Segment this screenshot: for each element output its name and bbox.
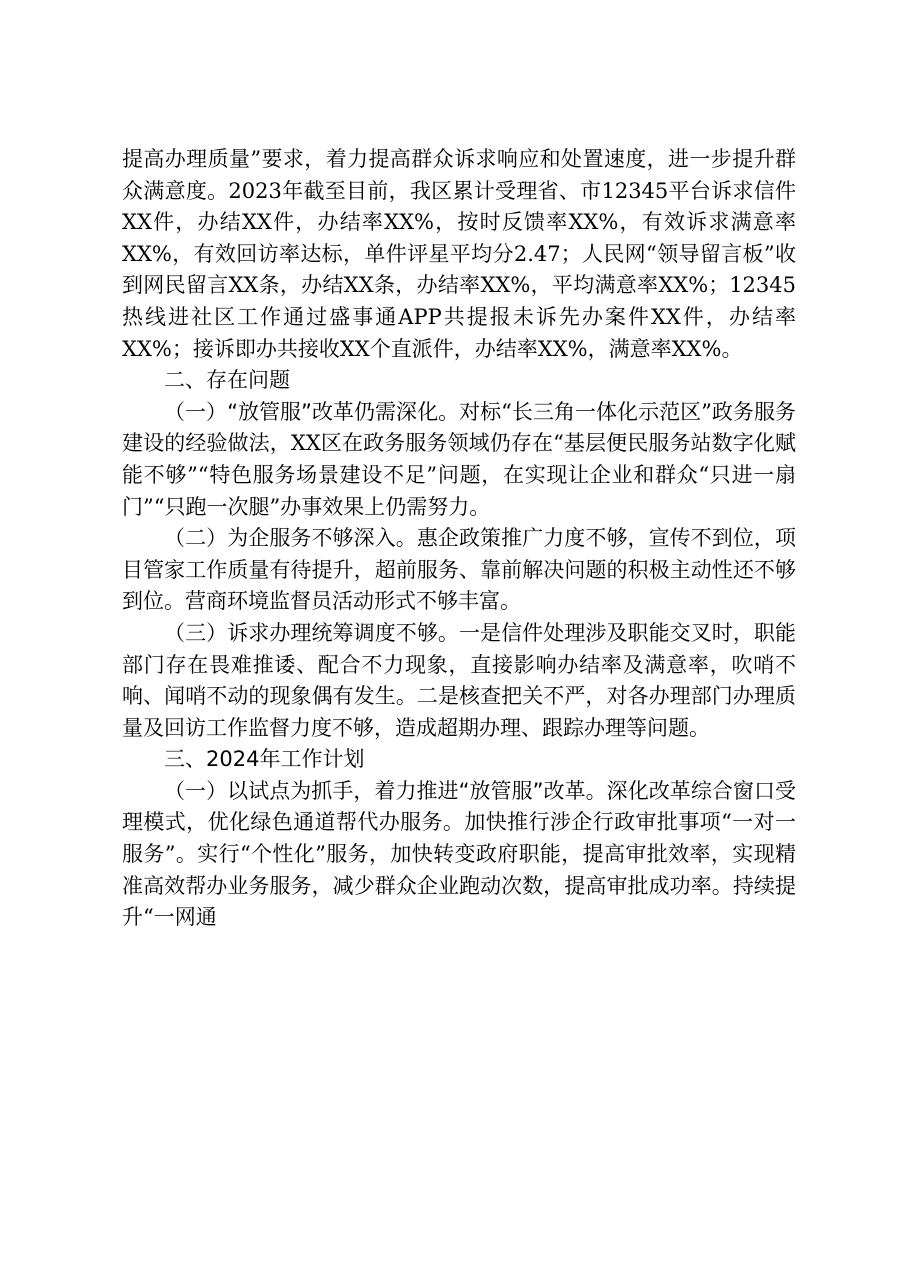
problem-item-1-body: 对标“长三角一体化示范区”政务服务建设的经验做法，XX区在政务服务领域仍存在“基层便民服务站数字化赋能不够”“特色服务场景建设不足”问题，在实现让企业和群众“只进一扇门”“只跑一次腿”办事效果上仍需努力。 bbox=[122, 399, 796, 519]
problem-item-2-lead: （二）为企服务不够深入。 bbox=[164, 526, 417, 551]
problem-item-1-lead: （一）“放管服”改革仍需深化。 bbox=[164, 399, 460, 424]
plan-item-1 bbox=[122, 776, 796, 934]
section-heading-problems: 二、存在问题 bbox=[164, 368, 290, 393]
plan-item-1-lead: （一）以试点为抓手，着力推进“放管服”改革。 bbox=[164, 778, 607, 803]
problem-item-1 bbox=[122, 397, 796, 523]
section-heading-plan: 三、2024年工作计划 bbox=[164, 747, 365, 772]
problem-item-2 bbox=[122, 523, 796, 618]
problem-item-3-body: 一是信件处理涉及职能交叉时，职能部门存在畏难推诿、配合不力现象，直接影响办结率及满意率，吹哨不响、闻哨不动的现象偶有发生。二是核查把关不严，对各办理部门办理质量及回访工作监督力度不够，造成超期办理、跟踪办理等问题。 bbox=[122, 620, 797, 740]
document-page bbox=[122, 144, 796, 934]
problem-item-3-lead: （三）诉求办理统筹调度不够。 bbox=[164, 620, 459, 645]
intro-paragraph: 提高办理质量”要求，着力提高群众诉求响应和处置速度，进一步提升群众满意度。2023年截至目前，我区累计受理省、市12345平台诉求信件XX件，办结XX件，办结率XX%，按时反馈率XX%，有效诉求满意率XX%，有效回访率达标，单件评星平均分2.47；人民网“领导留言板”收到网民留言XX条，办结XX条，办结率XX%，平均满意率XX%；12345热线进社区工作通过盛事通APP共提报未诉先办案件XX件，办结率XX%；接诉即办共接收XX个直派件，办结率XX%，满意率XX%。 bbox=[122, 147, 796, 361]
problem-item-3 bbox=[122, 618, 796, 744]
plan-item-1-body: 深化改革综合窗口受理模式，优化绿色通道帮代办服务。加快推行涉企行政审批事项“一对一服务”。实行“个性化”服务，加快转变政府职能，提高审批效率，实现精准高效帮办业务服务，减少群众企业跑动次数，提高审批成功率。持续提升“一网通 bbox=[122, 778, 797, 930]
problem-item-2-body: 惠企政策推广力度不够，宣传不到位，项目管家工作质量有待提升，超前服务、靠前解决问题的积极主动性还不够到位。营商环境监督员活动形式不够丰富。 bbox=[122, 526, 796, 614]
